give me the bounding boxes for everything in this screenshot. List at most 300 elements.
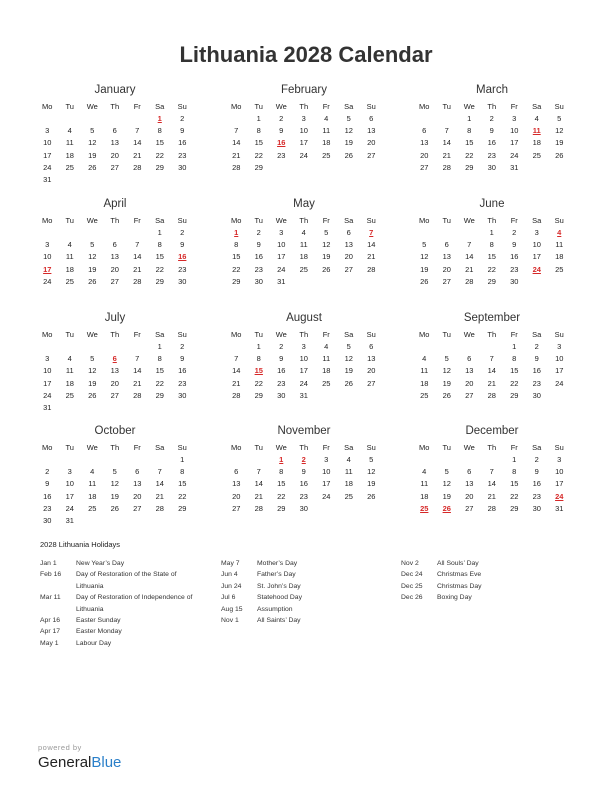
day-cell: 30: [532, 503, 541, 513]
day-cell: 13: [110, 366, 119, 376]
day-cell: 9: [256, 240, 261, 250]
day-cell: 28: [367, 264, 376, 274]
day-cell: 30: [277, 390, 286, 400]
weekday-header: Sa: [532, 102, 542, 111]
weekday-header: Mo: [419, 216, 430, 225]
weekday-header: Sa: [155, 443, 165, 452]
day-cell: 2: [180, 342, 185, 351]
day-cell: 17: [510, 138, 519, 148]
day-cell: 6: [369, 342, 374, 351]
weekday-header: We: [463, 102, 475, 111]
month-september: [413, 311, 571, 402]
holiday-name: Christmas Day: [437, 582, 482, 590]
holiday-entry: [221, 569, 391, 580]
holiday-name: Statehood Day: [257, 594, 302, 602]
day-cell: 5: [112, 467, 117, 477]
day-cell: 29: [155, 276, 164, 286]
day-cell: 1: [157, 228, 162, 237]
holiday-date: May 1: [40, 639, 59, 647]
empty-day-cell: [413, 341, 436, 353]
month-february: [225, 83, 383, 174]
day-cell: 4: [90, 467, 95, 477]
weekday-header: Tu: [65, 216, 74, 225]
day-cell: 16: [487, 138, 496, 148]
weekday-header: Tu: [65, 102, 74, 111]
empty-day-cell: [59, 227, 82, 239]
day-cell: 3: [301, 342, 306, 351]
holiday-day-cell[interactable]: 1: [157, 114, 162, 123]
day-cell: 21: [133, 378, 142, 388]
empty-day-cell: [81, 454, 104, 466]
month-december: [413, 424, 571, 515]
day-cell: 25: [344, 491, 353, 501]
holiday-date: Nov 2: [401, 560, 419, 567]
day-cell: 10: [555, 467, 564, 477]
day-cell: 7: [489, 467, 494, 477]
day-cell: 31: [299, 390, 308, 400]
day-cell: 23: [532, 491, 541, 501]
weekday-header: We: [463, 443, 475, 452]
weekday-header: Su: [366, 330, 376, 339]
empty-day-cell: [81, 341, 104, 353]
day-cell: 27: [232, 503, 241, 513]
day-cell: 22: [254, 378, 263, 388]
holiday-name: Labour Day: [76, 639, 112, 647]
day-cell: 24: [299, 378, 308, 388]
holiday-name: Christmas Eve: [437, 571, 482, 579]
weekday-header: Tu: [442, 102, 451, 111]
weekday-header: We: [86, 330, 98, 339]
day-cell: 6: [467, 467, 472, 477]
month-october: [36, 424, 194, 527]
empty-day-cell: [104, 454, 127, 466]
holiday-entry: [40, 615, 210, 626]
day-cell: 16: [532, 479, 541, 489]
weekday-header: Sa: [155, 216, 165, 225]
day-cell: 19: [555, 138, 564, 148]
day-cell: 19: [420, 264, 429, 274]
day-cell: 15: [510, 366, 519, 376]
holiday-entry: [40, 558, 210, 569]
day-cell: 23: [510, 264, 519, 274]
day-cell: 7: [157, 467, 162, 477]
holiday-date: Aug 15: [221, 605, 243, 613]
day-cell: 4: [67, 354, 72, 364]
day-cell: 10: [277, 240, 286, 250]
weekday-header: Fr: [133, 443, 141, 452]
day-cell: 10: [65, 479, 74, 489]
day-cell: 29: [155, 390, 164, 400]
holiday-entry: [40, 592, 210, 603]
brand-logo[interactable]: [38, 754, 121, 771]
empty-day-cell: [104, 113, 127, 125]
day-cell: 3: [67, 467, 72, 477]
day-cell: 6: [422, 126, 427, 136]
day-cell: 17: [65, 491, 74, 501]
day-cell: 15: [155, 366, 164, 376]
day-cell: 29: [277, 503, 286, 513]
weekday-header: Sa: [344, 330, 354, 339]
weekday-header: We: [86, 216, 98, 225]
day-cell: 19: [442, 491, 451, 501]
weekday-header: Su: [177, 102, 187, 111]
day-cell: 2: [180, 114, 185, 123]
day-cell: 15: [155, 138, 164, 148]
day-cell: 25: [65, 276, 74, 286]
day-cell: 24: [555, 378, 564, 388]
weekday-header: Sa: [344, 443, 354, 452]
weekday-header: Mo: [42, 216, 53, 225]
powered-by-text: powered by: [38, 743, 82, 752]
day-cell: 9: [180, 126, 185, 136]
holiday-day-cell[interactable]: 1: [279, 455, 284, 464]
day-cell: 16: [178, 138, 187, 148]
day-cell: 6: [112, 240, 117, 250]
day-cell: 30: [532, 390, 541, 400]
day-cell: 3: [45, 126, 50, 136]
day-cell: 11: [555, 240, 564, 250]
day-cell: 27: [110, 390, 119, 400]
holiday-day-cell[interactable]: 17: [43, 264, 52, 274]
weekday-header: Tu: [442, 216, 451, 225]
weekday-header: We: [275, 102, 287, 111]
weekday-header: Mo: [419, 330, 430, 339]
weekday-header: Fr: [133, 216, 141, 225]
weekday-header: Fr: [510, 330, 518, 339]
weekday-header: Fr: [510, 102, 518, 111]
day-cell: 11: [344, 467, 353, 477]
day-cell: 12: [442, 366, 451, 376]
empty-day-cell: [436, 227, 459, 239]
day-cell: 2: [45, 467, 50, 477]
day-cell: 27: [367, 378, 376, 388]
day-cell: 30: [43, 515, 52, 525]
month-july: [36, 311, 194, 414]
day-cell: 11: [420, 366, 429, 376]
day-cell: 22: [487, 264, 496, 274]
day-cell: 7: [234, 354, 239, 364]
holiday-day-cell[interactable]: 7: [369, 228, 374, 237]
day-cell: 6: [135, 467, 140, 477]
day-cell: 5: [346, 114, 351, 123]
day-cell: 6: [234, 467, 239, 477]
holiday-name: All Souls’ Day: [437, 560, 479, 567]
holiday-day-cell[interactable]: 26: [442, 503, 451, 513]
weekday-header: We: [86, 102, 98, 111]
day-cell: 8: [489, 240, 494, 250]
day-cell: 21: [155, 491, 164, 501]
day-cell: 18: [322, 138, 331, 148]
day-cell: 29: [155, 162, 164, 172]
day-cell: 8: [467, 126, 472, 136]
holiday-name: Boxing Day: [437, 594, 472, 602]
day-cell: 20: [133, 491, 142, 501]
weekday-header: Su: [177, 443, 187, 452]
day-cell: 22: [155, 150, 164, 160]
day-cell: 19: [367, 479, 376, 489]
day-cell: 18: [322, 366, 331, 376]
day-cell: 24: [322, 491, 331, 501]
day-cell: 6: [467, 354, 472, 364]
day-cell: 3: [557, 455, 562, 464]
empty-day-cell: [36, 227, 59, 239]
holiday-date: Mar 11: [40, 594, 61, 602]
day-cell: 12: [110, 479, 119, 489]
holiday-entry: [401, 569, 561, 580]
weekday-header: Th: [110, 216, 120, 225]
day-cell: 28: [254, 503, 263, 513]
day-cell: 29: [232, 276, 241, 286]
day-cell: 29: [510, 503, 519, 513]
day-cell: 22: [155, 378, 164, 388]
day-cell: 12: [88, 252, 97, 262]
holiday-name: Day of Restoration of Independence of: [76, 594, 193, 602]
weekday-header: Mo: [231, 330, 242, 339]
day-cell: 7: [234, 126, 239, 136]
day-cell: 8: [512, 467, 517, 477]
weekday-header: Tu: [442, 330, 451, 339]
holiday-entry: [40, 604, 210, 615]
day-cell: 8: [256, 126, 261, 136]
holiday-name: Father’s Day: [257, 571, 296, 579]
day-cell: 19: [110, 491, 119, 501]
day-cell: 22: [155, 264, 164, 274]
day-cell: 30: [487, 162, 496, 172]
day-cell: 25: [532, 150, 541, 160]
day-cell: 23: [532, 378, 541, 388]
day-cell: 23: [299, 491, 308, 501]
holiday-name: Mother’s Day: [257, 560, 298, 567]
weekday-header: Tu: [254, 330, 263, 339]
weekday-header: Fr: [510, 443, 518, 452]
day-cell: 13: [367, 126, 376, 136]
day-cell: 13: [344, 240, 353, 250]
day-cell: 11: [299, 240, 308, 250]
day-cell: 16: [254, 252, 263, 262]
day-cell: 31: [65, 515, 74, 525]
empty-day-cell: [413, 113, 436, 125]
day-cell: 24: [65, 503, 74, 513]
day-cell: 13: [110, 252, 119, 262]
day-cell: 3: [557, 342, 562, 351]
day-cell: 15: [155, 252, 164, 262]
day-cell: 12: [344, 354, 353, 364]
month-name: December: [465, 425, 519, 437]
day-cell: 25: [65, 390, 74, 400]
weekday-header: Fr: [322, 443, 330, 452]
day-cell: 3: [45, 354, 50, 364]
holiday-day-cell[interactable]: 6: [112, 354, 117, 364]
day-cell: 2: [279, 342, 284, 351]
day-cell: 9: [279, 354, 284, 364]
day-cell: 5: [444, 467, 449, 477]
holiday-date: Jun 24: [221, 582, 242, 590]
month-march: [413, 83, 571, 174]
day-cell: 5: [90, 126, 95, 136]
day-cell: 24: [299, 150, 308, 160]
day-cell: 15: [178, 479, 187, 489]
weekday-header: Th: [299, 330, 309, 339]
day-cell: 18: [420, 491, 429, 501]
day-cell: 10: [299, 354, 308, 364]
weekday-header: Su: [177, 330, 187, 339]
day-cell: 19: [88, 378, 97, 388]
holiday-name: All Saints’ Day: [257, 617, 301, 625]
day-cell: 12: [344, 126, 353, 136]
day-cell: 21: [487, 378, 496, 388]
day-cell: 27: [344, 264, 353, 274]
day-cell: 11: [322, 354, 331, 364]
day-cell: 4: [422, 354, 427, 364]
day-cell: 25: [322, 378, 331, 388]
day-cell: 30: [178, 162, 187, 172]
weekday-header: Fr: [322, 330, 330, 339]
weekday-header: Sa: [344, 102, 354, 111]
holiday-day-cell[interactable]: 11: [532, 126, 541, 136]
weekday-header: Su: [554, 443, 564, 452]
weekday-header: Th: [110, 102, 120, 111]
day-cell: 11: [65, 138, 74, 148]
empty-day-cell: [126, 113, 149, 125]
weekday-header: Su: [554, 102, 564, 111]
month-days-grid: [413, 329, 571, 402]
day-cell: 1: [467, 114, 472, 123]
day-cell: 31: [277, 276, 286, 286]
holiday-date: Feb 16: [40, 571, 62, 579]
day-cell: 18: [88, 491, 97, 501]
weekday-header: Sa: [532, 216, 542, 225]
day-cell: 2: [489, 114, 494, 123]
holiday-day-cell[interactable]: 2: [301, 455, 306, 464]
day-cell: 2: [180, 228, 185, 237]
day-cell: 9: [512, 240, 517, 250]
holiday-day-cell[interactable]: 15: [254, 366, 263, 376]
footer: [38, 743, 121, 771]
day-cell: 1: [512, 342, 517, 351]
weekday-header: Th: [487, 443, 497, 452]
day-cell: 24: [277, 264, 286, 274]
day-cell: 27: [420, 162, 429, 172]
day-cell: 22: [510, 491, 519, 501]
weekday-header: Th: [299, 443, 309, 452]
day-cell: 23: [178, 150, 187, 160]
weekday-header: Su: [554, 330, 564, 339]
day-cell: 22: [178, 491, 187, 501]
day-cell: 14: [442, 138, 451, 148]
day-cell: 11: [322, 126, 331, 136]
day-cell: 9: [301, 467, 306, 477]
holiday-day-cell[interactable]: 4: [557, 228, 562, 237]
holiday-day-cell[interactable]: 24: [532, 264, 541, 274]
holiday-day-cell[interactable]: 16: [178, 252, 187, 262]
weekday-header: Th: [299, 216, 309, 225]
day-cell: 27: [367, 150, 376, 160]
day-cell: 20: [344, 252, 353, 262]
month-days-grid: [225, 215, 383, 288]
day-cell: 10: [322, 467, 331, 477]
day-cell: 10: [555, 354, 564, 364]
month-name: March: [476, 84, 508, 96]
day-cell: 14: [487, 366, 496, 376]
day-cell: 2: [534, 342, 539, 351]
day-cell: 6: [444, 240, 449, 250]
day-cell: 14: [133, 138, 142, 148]
day-cell: 18: [299, 252, 308, 262]
weekday-header: Mo: [419, 102, 430, 111]
weekday-header: Fr: [322, 102, 330, 111]
empty-day-cell: [413, 454, 436, 466]
day-cell: 24: [43, 390, 52, 400]
holiday-day-cell[interactable]: 24: [555, 491, 564, 501]
day-cell: 7: [256, 467, 261, 477]
day-cell: 19: [344, 138, 353, 148]
holiday-day-cell[interactable]: 16: [277, 138, 286, 148]
day-cell: 18: [420, 378, 429, 388]
day-cell: 16: [532, 366, 541, 376]
holiday-day-cell[interactable]: 1: [234, 228, 239, 237]
month-days-grid: [225, 101, 383, 174]
day-cell: 21: [254, 491, 263, 501]
brand-name-general: General: [38, 754, 92, 771]
month-name: May: [293, 198, 315, 210]
holiday-name: Easter Sunday: [76, 617, 121, 625]
day-cell: 27: [110, 162, 119, 172]
weekday-header: We: [86, 443, 98, 452]
day-cell: 21: [487, 491, 496, 501]
day-cell: 20: [110, 264, 119, 274]
day-cell: 21: [442, 150, 451, 160]
day-cell: 16: [299, 479, 308, 489]
day-cell: 10: [43, 252, 52, 262]
holiday-entry: [40, 638, 210, 649]
empty-day-cell: [104, 341, 127, 353]
day-cell: 10: [43, 366, 52, 376]
day-cell: 7: [467, 240, 472, 250]
weekday-header: Fr: [322, 216, 330, 225]
day-cell: 23: [43, 503, 52, 513]
holiday-date: Dec 24: [401, 571, 423, 579]
day-cell: 6: [112, 126, 117, 136]
day-cell: 1: [489, 228, 494, 237]
day-cell: 8: [234, 240, 239, 250]
weekday-header: We: [275, 216, 287, 225]
day-cell: 4: [534, 114, 539, 123]
day-cell: 16: [178, 366, 187, 376]
month-days-grid: [413, 101, 571, 174]
day-cell: 23: [277, 378, 286, 388]
holiday-name: Easter Monday: [76, 628, 122, 636]
day-cell: 13: [465, 479, 474, 489]
day-cell: 8: [157, 354, 162, 364]
empty-day-cell: [126, 227, 149, 239]
day-cell: 26: [555, 150, 564, 160]
empty-day-cell: [225, 454, 248, 466]
holiday-day-cell[interactable]: 25: [420, 503, 429, 513]
day-cell: 29: [510, 390, 519, 400]
month-days-grid: [36, 329, 194, 414]
day-cell: 31: [43, 402, 52, 412]
day-cell: 7: [489, 354, 494, 364]
holiday-date: Apr 17: [40, 628, 61, 636]
holiday-entry: [401, 558, 561, 569]
weekday-header: We: [463, 216, 475, 225]
day-cell: 9: [45, 479, 50, 489]
weekday-header: Fr: [510, 216, 518, 225]
day-cell: 19: [88, 150, 97, 160]
day-cell: 28: [133, 390, 142, 400]
month-days-grid: [36, 101, 194, 186]
day-cell: 11: [65, 252, 74, 262]
